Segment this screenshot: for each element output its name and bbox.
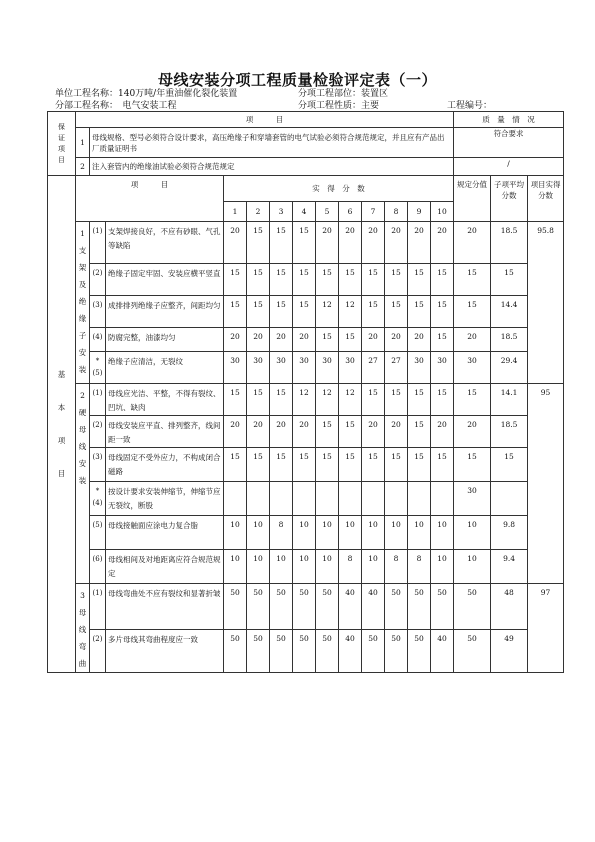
score-cell: 15 bbox=[293, 296, 316, 328]
score-cell: 15 bbox=[247, 384, 270, 416]
score-cell: 50 bbox=[293, 584, 316, 630]
score-cell: 10 bbox=[431, 516, 454, 550]
sub-item-text: 母线接触面应涂电力复合脂 bbox=[106, 516, 224, 550]
score-cell: 15 bbox=[224, 296, 247, 328]
score-cell: 20 bbox=[293, 328, 316, 352]
standard-score: 15 bbox=[454, 448, 491, 482]
score-cell: 50 bbox=[408, 584, 431, 630]
item-score-header: 项目实得分数 bbox=[528, 176, 564, 222]
score-cell: 50 bbox=[385, 629, 408, 672]
score-cell: 20 bbox=[362, 328, 385, 352]
score-cell: 15 bbox=[408, 384, 431, 416]
score-cell: 8 bbox=[270, 516, 293, 550]
unit-project-name: 单位工程名称：140万吨/年重油催化裂化装置 bbox=[55, 89, 238, 99]
score-cell: 10 bbox=[408, 516, 431, 550]
sub-average-score: 18.5 bbox=[491, 328, 528, 352]
score-cell: 20 bbox=[247, 328, 270, 352]
score-column-number: 2 bbox=[247, 202, 270, 222]
score-cell bbox=[339, 482, 362, 516]
score-cell: 15 bbox=[339, 416, 362, 448]
standard-score: 30 bbox=[454, 352, 491, 384]
guarantee-row-number: 2 bbox=[76, 158, 90, 176]
score-cell: 15 bbox=[293, 448, 316, 482]
score-cell: 40 bbox=[339, 584, 362, 630]
score-cell: 50 bbox=[362, 629, 385, 672]
score-cell bbox=[293, 482, 316, 516]
score-cell: 10 bbox=[270, 550, 293, 584]
sub-item-number: * (5) bbox=[90, 352, 106, 384]
score-cell: 50 bbox=[316, 629, 339, 672]
score-cell: 15 bbox=[270, 448, 293, 482]
standard-score: 50 bbox=[454, 584, 491, 630]
guarantee-row-number: 1 bbox=[76, 128, 90, 158]
score-cell: 30 bbox=[270, 352, 293, 384]
sub-average-score: 9.4 bbox=[491, 550, 528, 584]
score-cell: 30 bbox=[247, 352, 270, 384]
sub-item-text: 母线相间及对地距离应符合规范规定 bbox=[106, 550, 224, 584]
sub-item-number: (4) bbox=[90, 328, 106, 352]
standard-score: 10 bbox=[454, 550, 491, 584]
sub-average-score: 29.4 bbox=[491, 352, 528, 384]
guarantee-row-quality: 符合要求 bbox=[454, 128, 564, 158]
standard-score-header: 规定分值 bbox=[454, 176, 491, 222]
score-cell: 15 bbox=[408, 416, 431, 448]
sub-average-header: 子项平均分数 bbox=[491, 176, 528, 222]
score-cell: 15 bbox=[316, 448, 339, 482]
standard-score: 15 bbox=[454, 296, 491, 328]
score-cell: 15 bbox=[293, 264, 316, 296]
score-cell: 15 bbox=[408, 448, 431, 482]
score-cell: 27 bbox=[385, 352, 408, 384]
basic-item-row bbox=[48, 352, 564, 384]
sub-item-number: (6) bbox=[90, 550, 106, 584]
score-cell: 20 bbox=[224, 222, 247, 264]
score-cell: 15 bbox=[362, 296, 385, 328]
sub-average-score: 15 bbox=[491, 264, 528, 296]
score-cell: 15 bbox=[431, 328, 454, 352]
score-cell: 15 bbox=[316, 328, 339, 352]
sub-item-text: 母线固定不受外应力，不构成闭合磁路 bbox=[106, 448, 224, 482]
score-cell bbox=[270, 482, 293, 516]
sub-item-text: 支架焊接良好，不应有砂眼、气孔等缺陷 bbox=[106, 222, 224, 264]
score-column-number: 7 bbox=[362, 202, 385, 222]
group-label: 1 支 架 及 绝 缘 子 安 装 bbox=[76, 222, 90, 384]
score-cell: 15 bbox=[385, 264, 408, 296]
basic-item-row bbox=[48, 448, 564, 482]
sub-item-number: (3) bbox=[90, 448, 106, 482]
score-cell: 15 bbox=[362, 384, 385, 416]
sub-average-score: 18.5 bbox=[491, 416, 528, 448]
score-cell bbox=[247, 482, 270, 516]
sub-item-number: (2) bbox=[90, 264, 106, 296]
score-cell: 15 bbox=[270, 222, 293, 264]
score-column-number: 5 bbox=[316, 202, 339, 222]
score-cell: 30 bbox=[293, 352, 316, 384]
standard-score: 20 bbox=[454, 328, 491, 352]
basic-scores-header: 实 得 分 数 bbox=[224, 176, 454, 202]
score-cell: 10 bbox=[224, 550, 247, 584]
score-cell: 15 bbox=[316, 416, 339, 448]
score-cell: 40 bbox=[339, 629, 362, 672]
score-cell: 50 bbox=[316, 584, 339, 630]
sub-average-score: 18.5 bbox=[491, 222, 528, 264]
score-cell: 20 bbox=[385, 328, 408, 352]
group-label: 2 硬 母 线 安 装 bbox=[76, 384, 90, 584]
score-column-number: 9 bbox=[408, 202, 431, 222]
sub-average-score: 14.1 bbox=[491, 384, 528, 416]
guarantee-row bbox=[48, 128, 564, 158]
guarantee-item-header: 项 目 bbox=[76, 112, 454, 128]
score-cell: 20 bbox=[408, 328, 431, 352]
score-column-number: 10 bbox=[431, 202, 454, 222]
score-column-number: 8 bbox=[385, 202, 408, 222]
score-cell: 30 bbox=[339, 352, 362, 384]
score-cell: 15 bbox=[247, 264, 270, 296]
standard-score: 20 bbox=[454, 416, 491, 448]
guarantee-row-text: 注入套管内的绝缘油试验必须符合规范规定 bbox=[90, 158, 454, 176]
score-cell: 15 bbox=[224, 448, 247, 482]
score-cell: 15 bbox=[431, 384, 454, 416]
sub-average-score: 15 bbox=[491, 448, 528, 482]
basic-item-row bbox=[48, 550, 564, 584]
score-cell: 50 bbox=[224, 584, 247, 630]
score-cell: 15 bbox=[408, 296, 431, 328]
score-cell: 10 bbox=[247, 550, 270, 584]
score-cell: 15 bbox=[385, 448, 408, 482]
score-cell: 15 bbox=[316, 264, 339, 296]
score-cell: 10 bbox=[431, 550, 454, 584]
guarantee-section-label: 保 证 项 目 bbox=[48, 112, 76, 176]
score-cell: 40 bbox=[362, 584, 385, 630]
score-cell: 40 bbox=[431, 629, 454, 672]
standard-score: 30 bbox=[454, 482, 491, 516]
score-cell: 20 bbox=[270, 416, 293, 448]
score-cell: 8 bbox=[408, 550, 431, 584]
score-cell: 15 bbox=[431, 264, 454, 296]
standard-score: 15 bbox=[454, 384, 491, 416]
score-cell: 10 bbox=[385, 516, 408, 550]
sub-item-text: 母线应光洁、平整，不得有裂纹、凹坑、缺肉 bbox=[106, 384, 224, 416]
score-cell: 10 bbox=[293, 550, 316, 584]
score-column-number: 4 bbox=[293, 202, 316, 222]
score-cell: 20 bbox=[270, 328, 293, 352]
score-cell bbox=[408, 482, 431, 516]
guarantee-header-row bbox=[48, 112, 564, 128]
sub-item-number: (5) bbox=[90, 516, 106, 550]
score-cell: 30 bbox=[316, 352, 339, 384]
score-cell: 15 bbox=[224, 384, 247, 416]
score-column-number: 1 bbox=[224, 202, 247, 222]
score-cell: 10 bbox=[293, 516, 316, 550]
score-cell: 20 bbox=[408, 222, 431, 264]
score-cell: 12 bbox=[339, 384, 362, 416]
score-cell: 20 bbox=[385, 416, 408, 448]
score-cell: 50 bbox=[247, 629, 270, 672]
score-cell: 15 bbox=[247, 222, 270, 264]
basic-item-row bbox=[48, 296, 564, 328]
score-cell: 30 bbox=[431, 352, 454, 384]
sub-average-score: 9.8 bbox=[491, 516, 528, 550]
score-cell: 50 bbox=[431, 584, 454, 630]
score-cell: 15 bbox=[247, 296, 270, 328]
sub-average-score: 49 bbox=[491, 629, 528, 672]
score-cell: 50 bbox=[270, 629, 293, 672]
inspection-table bbox=[47, 111, 564, 673]
basic-header-row bbox=[48, 176, 564, 202]
score-cell: 15 bbox=[431, 296, 454, 328]
score-cell: 10 bbox=[362, 550, 385, 584]
score-cell: 15 bbox=[270, 264, 293, 296]
score-cell bbox=[431, 482, 454, 516]
score-cell: 10 bbox=[316, 550, 339, 584]
basic-section-label: 基 本 项 目 bbox=[48, 176, 76, 673]
score-cell: 12 bbox=[293, 384, 316, 416]
score-cell: 20 bbox=[431, 416, 454, 448]
score-cell: 50 bbox=[224, 629, 247, 672]
basic-item-row bbox=[48, 328, 564, 352]
sub-average-score: 14.4 bbox=[491, 296, 528, 328]
score-cell: 20 bbox=[362, 416, 385, 448]
score-cell: 50 bbox=[293, 629, 316, 672]
standard-score: 20 bbox=[454, 222, 491, 264]
score-cell: 10 bbox=[247, 516, 270, 550]
score-cell: 50 bbox=[247, 584, 270, 630]
sub-item-number: (2) bbox=[90, 416, 106, 448]
sub-item-number: (1) bbox=[90, 584, 106, 630]
sub-item-text: 绝缘子固定牢固、安装应横平竖直 bbox=[106, 264, 224, 296]
sub-item-text: 母线安装应平直、排列整齐，线间距一致 bbox=[106, 416, 224, 448]
sub-average-score bbox=[491, 482, 528, 516]
standard-score: 15 bbox=[454, 264, 491, 296]
guarantee-row bbox=[48, 158, 564, 176]
basic-item-row bbox=[48, 584, 564, 630]
score-cell: 50 bbox=[408, 629, 431, 672]
division-project-name: 分部工程名称： 电气安装工程 bbox=[55, 101, 177, 111]
score-cell: 20 bbox=[431, 222, 454, 264]
score-cell bbox=[316, 482, 339, 516]
score-cell: 15 bbox=[408, 264, 431, 296]
basic-item-row bbox=[48, 384, 564, 416]
sub-item-number: (1) bbox=[90, 222, 106, 264]
score-cell: 10 bbox=[224, 516, 247, 550]
guarantee-row-quality: / bbox=[454, 158, 564, 176]
sub-item-text: 母线弯曲处不应有裂纹和显著折皱 bbox=[106, 584, 224, 630]
item-actual-score: 97 bbox=[528, 584, 564, 673]
score-cell: 15 bbox=[247, 448, 270, 482]
score-cell: 15 bbox=[224, 264, 247, 296]
score-cell: 15 bbox=[270, 296, 293, 328]
score-cell: 10 bbox=[339, 516, 362, 550]
score-cell: 12 bbox=[316, 296, 339, 328]
score-cell: 20 bbox=[293, 416, 316, 448]
sub-average-score: 48 bbox=[491, 584, 528, 630]
score-cell bbox=[362, 482, 385, 516]
score-cell: 27 bbox=[362, 352, 385, 384]
sub-item-number: * (4) bbox=[90, 482, 106, 516]
sub-item-text: 防腐完整，油漆均匀 bbox=[106, 328, 224, 352]
item-actual-score: 95 bbox=[528, 384, 564, 584]
project-number: 工程编号： bbox=[447, 101, 493, 111]
score-cell: 12 bbox=[316, 384, 339, 416]
score-cell: 20 bbox=[224, 328, 247, 352]
score-cell bbox=[224, 482, 247, 516]
basic-item-row bbox=[48, 264, 564, 296]
score-cell bbox=[385, 482, 408, 516]
guarantee-row-text: 母线规格、型号必须符合设计要求，高压绝缘子和穿墙套管的电气试验必须符合规范规定，并且应有产品出厂质量证明书 bbox=[90, 128, 454, 158]
sub-project-location: 分项工程部位：装置区 bbox=[298, 89, 389, 99]
basic-item-row bbox=[48, 629, 564, 672]
sub-item-number: (3) bbox=[90, 296, 106, 328]
score-cell: 15 bbox=[339, 264, 362, 296]
item-actual-score: 95.8 bbox=[528, 222, 564, 384]
basic-item-row bbox=[48, 222, 564, 264]
score-cell: 15 bbox=[362, 448, 385, 482]
score-cell: 15 bbox=[293, 222, 316, 264]
score-cell: 8 bbox=[385, 550, 408, 584]
standard-score: 10 bbox=[454, 516, 491, 550]
score-cell: 20 bbox=[339, 222, 362, 264]
score-cell: 15 bbox=[362, 264, 385, 296]
basic-item-row bbox=[48, 416, 564, 448]
score-cell: 30 bbox=[224, 352, 247, 384]
score-cell: 20 bbox=[247, 416, 270, 448]
sub-item-text: 多片母线其弯曲程度应一致 bbox=[106, 629, 224, 672]
score-cell: 20 bbox=[316, 222, 339, 264]
score-cell: 50 bbox=[270, 584, 293, 630]
score-cell: 10 bbox=[362, 516, 385, 550]
score-cell: 50 bbox=[385, 584, 408, 630]
guarantee-quality-header: 质 量 情 况 bbox=[454, 112, 564, 128]
basic-item-header: 项 目 bbox=[76, 176, 224, 222]
score-cell: 20 bbox=[385, 222, 408, 264]
score-cell: 15 bbox=[431, 448, 454, 482]
score-cell: 15 bbox=[270, 384, 293, 416]
score-cell: 15 bbox=[385, 296, 408, 328]
score-cell: 8 bbox=[339, 550, 362, 584]
standard-score: 50 bbox=[454, 629, 491, 672]
score-column-number: 6 bbox=[339, 202, 362, 222]
group-label: 3 母 线 弯 曲 bbox=[76, 584, 90, 673]
sub-project-nature: 分项工程性质：主要 bbox=[298, 101, 380, 111]
sub-item-text: 绝缘子应清洁，无裂纹 bbox=[106, 352, 224, 384]
score-cell: 20 bbox=[362, 222, 385, 264]
score-cell: 20 bbox=[224, 416, 247, 448]
score-cell: 12 bbox=[339, 296, 362, 328]
score-cell: 10 bbox=[316, 516, 339, 550]
sub-item-number: (1) bbox=[90, 384, 106, 416]
basic-item-row bbox=[48, 482, 564, 516]
score-column-number: 3 bbox=[270, 202, 293, 222]
score-cell: 15 bbox=[385, 384, 408, 416]
sub-item-text: 成排排列绝缘子应整齐，间距均匀 bbox=[106, 296, 224, 328]
sub-item-number: (2) bbox=[90, 629, 106, 672]
score-cell: 15 bbox=[339, 448, 362, 482]
basic-item-row bbox=[48, 516, 564, 550]
score-cell: 15 bbox=[339, 328, 362, 352]
page-title: 母线安装分项工程质量检验评定表（一） bbox=[157, 71, 437, 89]
sub-item-text: 按设计要求安装伸缩节，伸缩节应无裂纹，断股 bbox=[106, 482, 224, 516]
score-cell: 30 bbox=[408, 352, 431, 384]
